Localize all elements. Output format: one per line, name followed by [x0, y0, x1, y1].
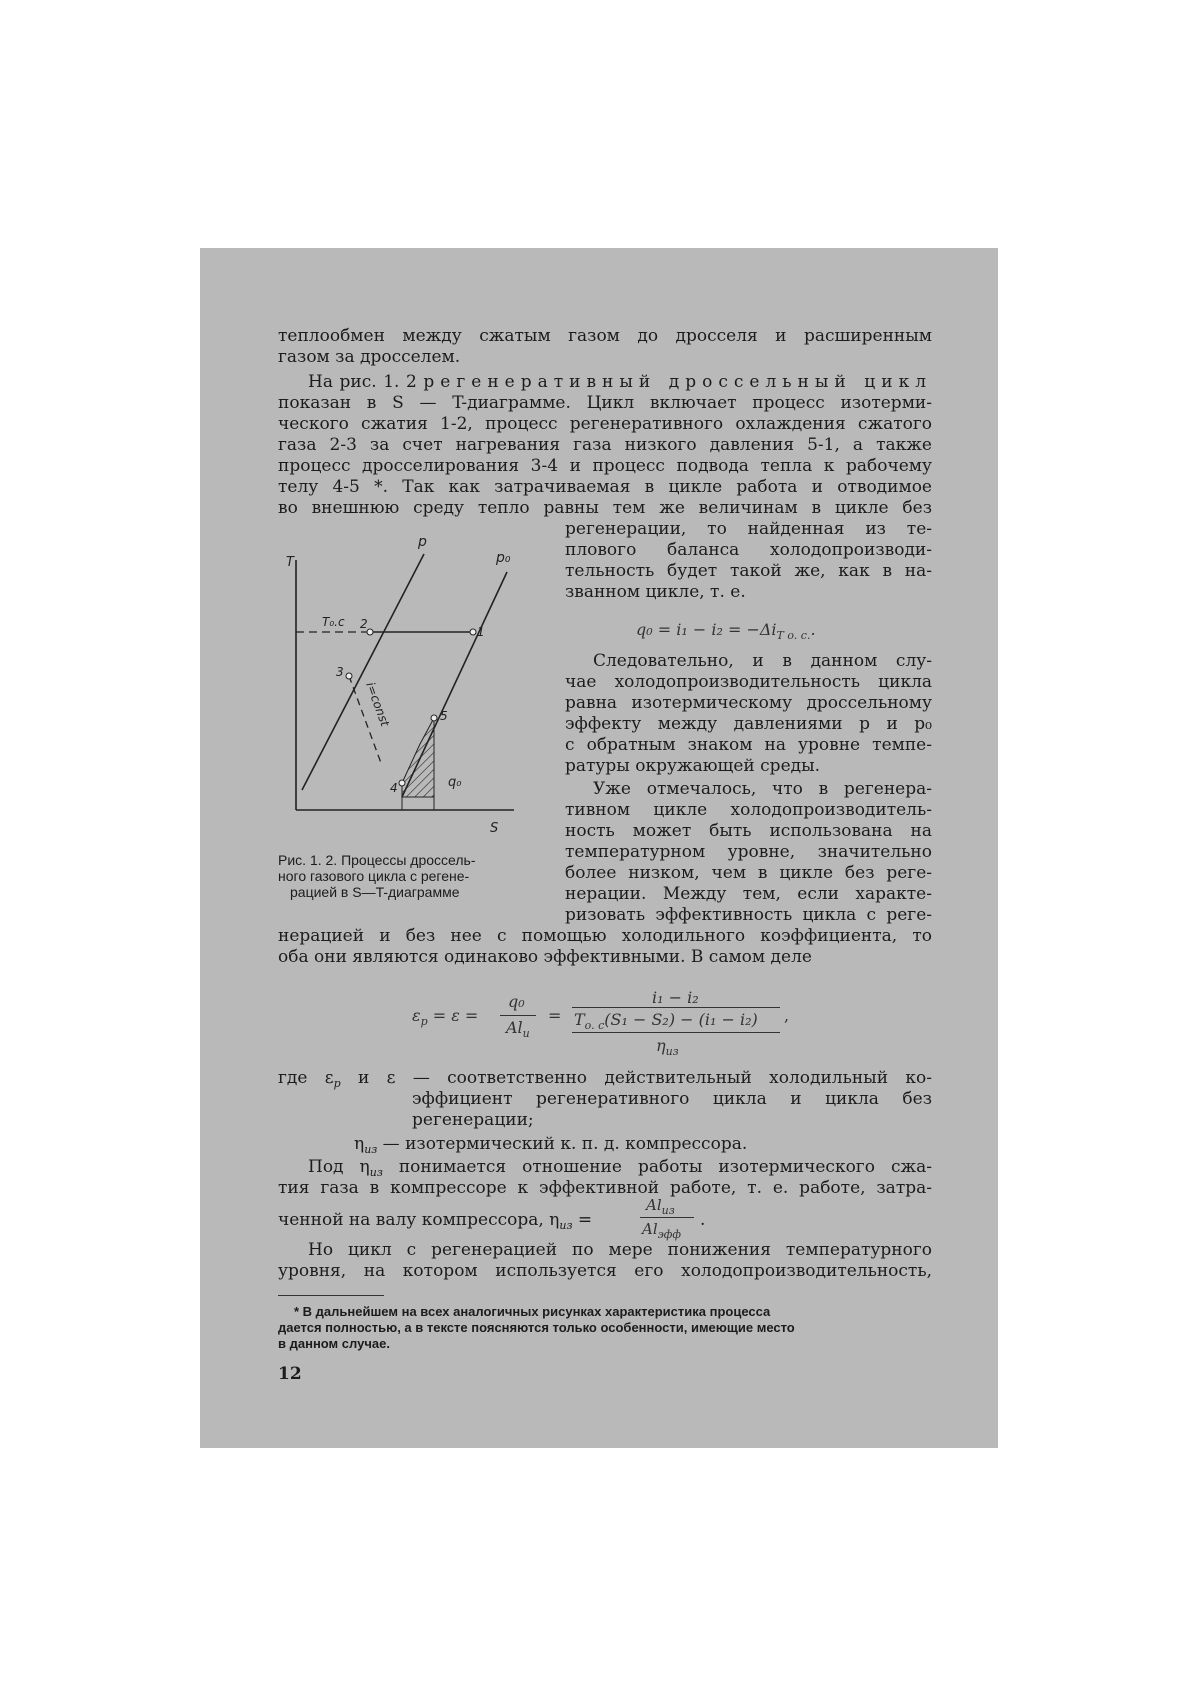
point-3 [346, 673, 352, 679]
text-line: газа 2-3 за счет нагревания газа низкого давления 5-1, а также [278, 435, 932, 455]
text-line: Уже отмечалось, что в регенера- [593, 779, 932, 799]
eq-symbol: T [574, 1010, 585, 1029]
eq-symbol: Al [506, 1018, 523, 1037]
text-line: ческого сжатия 1-2, процесс регенеративного охлаждения сжатого [278, 414, 932, 434]
text-line: более низком, чем в цикле без реге- [565, 863, 932, 883]
figure-caption-line: Рис. 1. 2. Процессы дроссель- [278, 852, 476, 868]
text-line: уровня, на котором используется его холодопроизводительность, [278, 1261, 932, 1281]
label-p0: p₀ [496, 550, 511, 566]
text-span: и ε — соответственно действительный холодильный ко- [340, 1068, 932, 1088]
equation-subscript: T o. c. [776, 629, 811, 642]
text-line: званном цикле, т. е. [565, 582, 746, 602]
figure-caption-line: рацией в S—T-диаграмме [290, 884, 460, 900]
eq-symbol: Al [646, 1196, 662, 1214]
equation-body: q₀ = i₁ − i₂ = −Δi [636, 620, 777, 639]
text-line: показан в S — T-диаграмме. Цикл включает процесс изотерми- [278, 393, 932, 413]
text-line: с обратным знаком на уровне темпе- [565, 735, 932, 755]
st-diagram [272, 532, 522, 842]
point-label-4: 4 [390, 781, 398, 795]
eq-symbol: η [656, 1036, 666, 1055]
eq-symbol: Al [642, 1220, 658, 1238]
text-line [278, 1210, 592, 1236]
eq-sign: = [548, 1006, 562, 1025]
text-span: где ε [278, 1068, 334, 1088]
fraction2-inner-denominator [574, 1010, 758, 1032]
label-iconst: i=const [363, 680, 393, 729]
text-line [308, 372, 932, 393]
text-span: — изотермический к. п. д. компрессора. [377, 1134, 748, 1154]
text-line: процесс дросселирования 3-4 и процесс подвода тепла к рабочему [278, 456, 932, 476]
page-number: 12 [278, 1364, 302, 1384]
isobar-p0 [402, 572, 507, 797]
text-line: нерацией и без нее с помощью холодильного коэффициента, то [278, 926, 932, 946]
fraction2-inner-bar [572, 1007, 780, 1008]
eq-symbol: ε [412, 1006, 421, 1025]
label-p: p [418, 534, 427, 550]
point-label-1: 1 [477, 625, 485, 639]
text-span: На рис. 1. 2 [308, 372, 424, 392]
eq-comma: , [784, 1006, 790, 1025]
text-line: эффекту между давлениями p и p₀ [565, 714, 932, 734]
text-line: телу 4-5 *. Так как затрачиваемая в цикле работа и отводимое [278, 477, 932, 497]
text-line: ризовать эффективность цикла с реге- [565, 905, 932, 925]
text-span: Под η [308, 1157, 370, 1177]
point-label-5: 5 [440, 709, 448, 723]
text-line: чае холодопроизводительность цикла [565, 672, 932, 692]
point-label-3: 3 [336, 665, 344, 679]
emphasized-term: регенеративный дроссельный цикл [423, 372, 932, 392]
text-line: температурном уровне, значительно [565, 842, 932, 862]
equation-q0: $q_0 = i_1 - i_2 = -\Delta i_{T o. c.}$. [636, 620, 816, 642]
footnote-rule [278, 1295, 384, 1296]
label-s: S [490, 821, 499, 836]
definition-line: регенерации; [412, 1110, 534, 1130]
eq-subscript: эфф [657, 1228, 682, 1241]
eq-subscript: o. c [584, 1019, 605, 1032]
efficiency-fraction-numerator [646, 1196, 675, 1217]
point-2 [367, 629, 373, 635]
period: . [700, 1210, 706, 1230]
text-line: тельность будет такой же, как в на- [565, 561, 932, 581]
text-line: плового баланса холодопроизводи- [565, 540, 932, 560]
eq-symbol: = ε = [427, 1006, 479, 1025]
text-line: тия газа в компрессоре к эффективной работе, т. е. работе, затра- [278, 1178, 932, 1198]
footnote-line: * В дальнейшем на всех аналогичных рисунках характеристика процесса [294, 1304, 771, 1319]
definition-line: эффициент регенеративного цикла и цикла без [412, 1089, 932, 1109]
text-line: газом за дросселем. [278, 347, 461, 367]
text-span: = [572, 1210, 593, 1230]
fraction1-denominator [506, 1018, 530, 1040]
text-subscript: из [369, 1166, 383, 1179]
text-line: Но цикл с регенерацией по мере понижения температурного [308, 1240, 932, 1260]
text-line: теплообмен между сжатым газом до дросселя и расширенным [278, 326, 932, 346]
text-line: Следовательно, и в данном слу- [593, 651, 932, 671]
fraction2-numerator: i₁ − i₂ [652, 988, 699, 1007]
eq-subscript: p [420, 1015, 428, 1028]
text-span: понимается отношение работы изотермического сжа- [382, 1157, 932, 1177]
point-label-2: 2 [360, 617, 368, 631]
text-line: тивном цикле холодопроизводитель- [565, 800, 932, 820]
eq-symbol: (S₁ − S₂) − (i₁ − i₂) [604, 1010, 758, 1029]
efficiency-fraction-bar [640, 1217, 694, 1218]
text-line: оба они являются одинаково эффективными. В самом деле [278, 947, 812, 967]
text-line: ность может быть использована на [565, 821, 932, 841]
eq-subscript: из [661, 1204, 675, 1217]
label-toc: T₀.c [322, 615, 345, 629]
text-line: во внешнюю среду тепло равны тем же величинам в цикле без [278, 498, 932, 518]
efficiency-fraction-denominator [642, 1220, 681, 1241]
text-line: равна изотермическому дроссельному [565, 693, 932, 713]
point-4 [399, 780, 405, 786]
fraction1-numerator: q₀ [508, 992, 525, 1011]
eq-subscript: u [522, 1027, 530, 1040]
isobar-p [302, 554, 424, 790]
footnote-line: дается полностью, а в тексте поясняются только особенности, имеющие место [278, 1320, 795, 1335]
text-line: ратуры окружающей среды. [565, 756, 821, 776]
text-subscript: из [364, 1143, 378, 1156]
point-5 [431, 715, 437, 721]
text-span: η [354, 1134, 365, 1154]
text-line: регенерации, то найденная из те- [565, 519, 932, 539]
eq-subscript: из [665, 1045, 679, 1058]
text-span: ченной на валу компрессора, η [278, 1210, 560, 1230]
text-subscript: p [333, 1077, 341, 1090]
label-t: T [286, 555, 294, 570]
fraction2-denominator [656, 1036, 679, 1058]
eq-lhs [412, 1006, 478, 1028]
figure-caption-line: ного газового цикла с регене- [278, 868, 470, 884]
text-subscript: из [559, 1219, 573, 1232]
text-line: нерации. Между тем, если характе- [565, 884, 932, 904]
footnote-line: в данном случае. [278, 1336, 390, 1351]
fraction1-bar [500, 1015, 536, 1016]
point-1 [470, 629, 476, 635]
fraction2-bar [572, 1032, 780, 1033]
label-q0: q₀ [448, 775, 462, 790]
